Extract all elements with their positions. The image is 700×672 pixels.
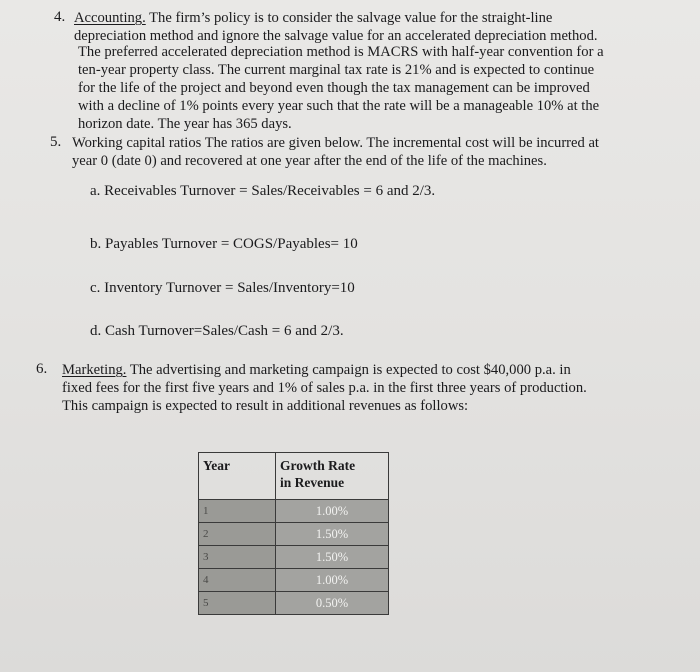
table-row <box>199 592 389 615</box>
item-6-number: 6. <box>36 361 48 377</box>
item-4-line-5: for the life of the project and beyond even though the tax management can be improved <box>78 80 590 96</box>
table-row <box>199 523 389 546</box>
cell-rate: 1.00% <box>276 569 389 592</box>
header-year: Year <box>199 453 276 500</box>
item-6-line-1 <box>62 362 571 379</box>
ratio-cash-turnover: d. Cash Turnover=Sales/Cash = 6 and 2/3. <box>90 323 344 339</box>
ratio-payables-turnover: b. Payables Turnover = COGS/Payables= 10 <box>90 236 358 252</box>
cell-rate: 0.50% <box>276 592 389 615</box>
ratio-receivables-turnover: a. Receivables Turnover = Sales/Receivables = 6 and 2/3. <box>90 183 436 199</box>
item-4-line-2: depreciation method and ignore the salvage value for an accelerated depreciation method. <box>74 28 598 44</box>
item-4-number: 4. <box>54 9 66 25</box>
cell-rate: 1.50% <box>276 546 389 569</box>
table-row <box>199 546 389 569</box>
item-4-line-3: The preferred accelerated depreciation method is MACRS with half-year convention for a <box>78 44 604 60</box>
item-5-number: 5. <box>50 134 62 150</box>
table-row <box>199 569 389 592</box>
item-6-line-1-text: The advertising and marketing campaign is expected to cost $40,000 p.a. in <box>126 362 571 378</box>
item-4-line-6: with a decline of 1% points every year such that the rate will be a manageable 10% at the <box>78 98 600 114</box>
table-header-row <box>199 453 389 500</box>
item-6-line-3: This campaign is expected to result in additional revenues as follows: <box>62 398 469 414</box>
item-4-lead: Accounting. <box>74 10 146 26</box>
cell-rate: 1.00% <box>276 500 389 523</box>
item-5-line-1: Working capital ratios The ratios are given below. The incremental cost will be incurred at <box>72 135 599 151</box>
item-6-line-2: fixed fees for the first five years and 1% of sales p.a. in the first three years of production. <box>62 380 587 396</box>
item-4-line-1-text: The firm’s policy is to consider the salvage value for the straight-line <box>145 10 553 26</box>
header-growth-rate <box>276 453 389 500</box>
item-4-line-4: ten-year property class. The current marginal tax rate is 21% and is expected to continue <box>78 62 595 78</box>
item-5-line-2: year 0 (date 0) and recovered at one year after the end of the life of the machines. <box>72 153 547 169</box>
item-6-lead: Marketing. <box>62 362 127 378</box>
ratio-inventory-turnover: c. Inventory Turnover = Sales/Inventory=10 <box>90 280 355 296</box>
cell-year: 3 <box>199 546 276 569</box>
cell-rate: 1.50% <box>276 523 389 546</box>
cell-year: 1 <box>199 500 276 523</box>
header-growth-line-2: in Revenue <box>280 475 345 490</box>
header-growth-line-1: Growth Rate <box>280 458 356 473</box>
cell-year: 2 <box>199 523 276 546</box>
cell-year: 5 <box>199 592 276 615</box>
item-4-line-1 <box>74 10 552 27</box>
table-row <box>199 500 389 523</box>
cell-year: 4 <box>199 569 276 592</box>
growth-rate-table <box>198 452 389 615</box>
item-4-line-7: horizon date. The year has 365 days. <box>78 116 292 132</box>
